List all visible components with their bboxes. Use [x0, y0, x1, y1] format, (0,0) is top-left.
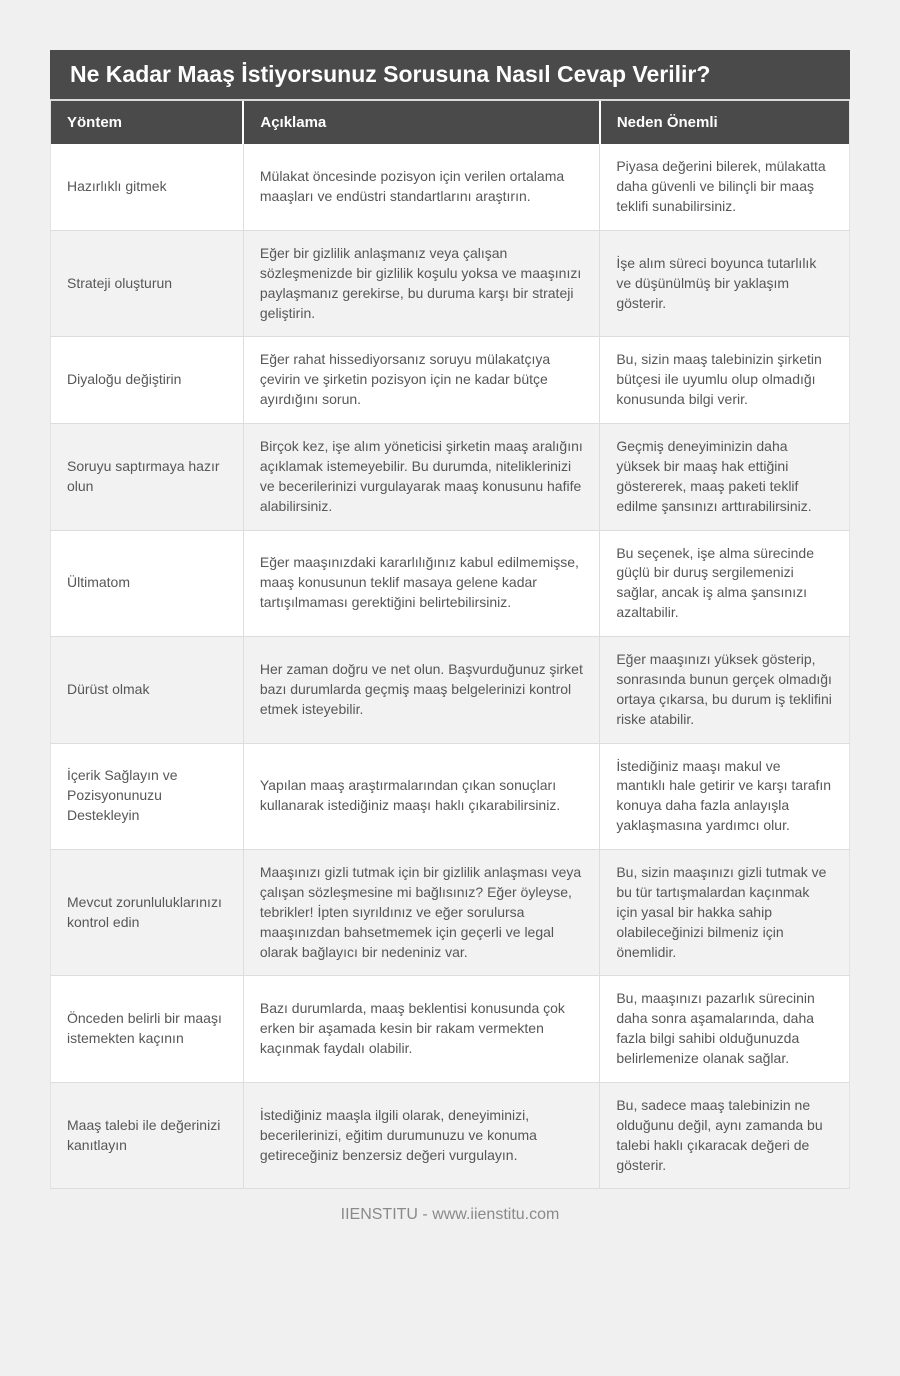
method-cell: Mevcut zorunluluklarınızı kontrol edin — [51, 850, 244, 976]
column-header-aciklama: Açıklama — [243, 101, 599, 144]
method-cell: Önceden belirli bir maaşı istemekten kaçının — [51, 976, 244, 1083]
table-row — [51, 850, 850, 976]
why-important-cell: Piyasa değerini bilerek, mülakatta daha güvenli ve bilinçli bir maaş teklifi sunabilirsiniz. — [600, 144, 850, 230]
description-cell: Her zaman doğru ve net olun. Başvurduğunuz şirket bazı durumlarda geçmiş maaş belgelerinizi kontrol etmek isteyebilir. — [243, 637, 599, 744]
description-cell: Eğer rahat hissediyorsanız soruyu mülakatçıya çevirin ve şirketin pozisyon için ne kadar bütçe ayırdığını sorun. — [243, 337, 599, 424]
table-row — [51, 743, 850, 850]
table-header — [51, 101, 850, 144]
description-cell: Eğer bir gizlilik anlaşmanız veya çalışan sözleşmenizde bir gizlilik koşulu yoksa ve maaşınızı paylaşmanız gerekirse, bu duruma karşı bir strateji geliştirin. — [243, 230, 599, 337]
description-cell: Yapılan maaş araştırmalarından çıkan sonuçları kullanarak istediğiniz maaşı haklı çıkarabilirsiniz. — [243, 743, 599, 850]
page-title: Ne Kadar Maaş İstiyorsunuz Sorusuna Nasıl Cevap Verilir? — [70, 61, 711, 87]
why-important-cell: Bu, sadece maaş talebinizin ne olduğunu değil, aynı zamanda bu talebi haklı çıkaracak değeri de gösterir. — [600, 1082, 850, 1189]
table-row — [51, 230, 850, 337]
table-body — [51, 144, 850, 1189]
table-row — [51, 144, 850, 230]
method-cell: Strateji oluşturun — [51, 230, 244, 337]
method-cell: Hazırlıklı gitmek — [51, 144, 244, 230]
table-title-bar — [50, 50, 850, 101]
header-row — [51, 101, 850, 144]
why-important-cell: Bu seçenek, işe alma sürecinde güçlü bir duruş sergilemenizi sağlar, ancak iş alma şansınızı azaltabilir. — [600, 530, 850, 637]
why-important-cell: İşe alım süreci boyunca tutarlılık ve düşünülmüş bir yaklaşım gösterir. — [600, 230, 850, 337]
table-row — [51, 637, 850, 744]
method-cell: İçerik Sağlayın ve Pozisyonunuzu Destekleyin — [51, 743, 244, 850]
footer-credit: IIENSTITU - www.iienstitu.com — [340, 1206, 560, 1224]
description-cell: İstediğiniz maaşla ilgili olarak, deneyiminizi, becerilerinizi, eğitim durumunuzu ve konuma getireceğiniz benzersiz değeri vurgulayın. — [243, 1082, 599, 1189]
description-cell: Maaşınızı gizli tutmak için bir gizlilik anlaşması veya çalışan sözleşmesine mi bağlısınız? Eğer öyleyse, tebrikler! İpten sıyrıldınız ve eğer sorulursa maaşınızdan bahsetmemek için geçerli ve legal olarak bağlayıcı bir nedeniniz var. — [243, 850, 599, 976]
why-important-cell: Bu, sizin maaşınızı gizli tutmak ve bu tür tartışmalardan kaçınmak için yasal bir hakka sahip olabileceğinizi bilmeniz için önemlidir. — [600, 850, 850, 976]
table-row — [51, 337, 850, 424]
table-row — [51, 1082, 850, 1189]
why-important-cell: Eğer maaşınızı yüksek gösterip, sonrasında bunun gerçek olmadığı ortaya çıkarsa, bu durum iş teklifini riske atabilir. — [600, 637, 850, 744]
why-important-cell: Bu, sizin maaş talebinizin şirketin bütçesi ile uyumlu olup olmadığı konusunda bilgi verir. — [600, 337, 850, 424]
method-cell: Soruyu saptırmaya hazır olun — [51, 424, 244, 531]
method-cell: Ültimatom — [51, 530, 244, 637]
why-important-cell: Bu, maaşınızı pazarlık sürecinin daha sonra aşamalarında, daha fazla bilgi sahibi olduğunuzda belirlemenize olanak sağlar. — [600, 976, 850, 1083]
method-cell: Diyaloğu değiştirin — [51, 337, 244, 424]
method-cell: Dürüst olmak — [51, 637, 244, 744]
why-important-cell: İstediğiniz maaşı makul ve mantıklı hale getirir ve karşı tarafın konuya daha fazla anlayışla yaklaşmasına yardımcı olur. — [600, 743, 850, 850]
table-row — [51, 976, 850, 1083]
table-row — [51, 530, 850, 637]
description-cell: Mülakat öncesinde pozisyon için verilen ortalama maaşları ve endüstri standartlarını araştırın. — [243, 144, 599, 230]
salary-question-table-card — [50, 50, 850, 1189]
description-cell: Eğer maaşınızdaki kararlılığınız kabul edilmemişse, maaş konusunun teklif masaya gelene kadar tartışılmaması gerektiğini belirtebilirsiniz. — [243, 530, 599, 637]
answers-table — [50, 101, 850, 1189]
why-important-cell: Geçmiş deneyiminizin daha yüksek bir maaş hak ettiğini göstererek, maaş paketi teklif edilme şansınızı arttırabilirsiniz. — [600, 424, 850, 531]
column-header-yontem: Yöntem — [51, 101, 244, 144]
method-cell: Maaş talebi ile değerinizi kanıtlayın — [51, 1082, 244, 1189]
description-cell: Bazı durumlarda, maaş beklentisi konusunda çok erken bir aşamada kesin bir rakam vermekten kaçınmak faydalı olabilir. — [243, 976, 599, 1083]
column-header-neden-onemli: Neden Önemli — [600, 101, 850, 144]
description-cell: Birçok kez, işe alım yöneticisi şirketin maaş aralığını açıklamak istemeyebilir. Bu durumda, niteliklerinizi ve becerilerinizi vurgulayarak maaş konusunu hafife alabilirsiniz. — [243, 424, 599, 531]
table-row — [51, 424, 850, 531]
